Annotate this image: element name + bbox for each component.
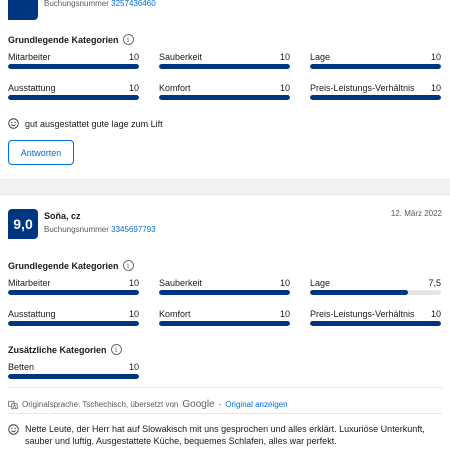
category-score: 10 bbox=[430, 52, 441, 62]
review-date: 12. März 2022 bbox=[390, 209, 442, 218]
review-comment-text: Nette Leute, der Herr hat auf Slowakisch mit uns gesprochen und alles erklärt. Luxuriöse Unterkunft, sauber und luftig. Ausgestattete Küche, bequemes Schlafen, alles war perfekt. bbox=[25, 424, 425, 447]
score-bar bbox=[8, 374, 139, 379]
info-icon[interactable]: i bbox=[123, 260, 134, 271]
category-score: 10 bbox=[128, 52, 139, 62]
score-bar-fill bbox=[8, 290, 139, 295]
score-bar-fill bbox=[159, 290, 290, 295]
booking-number-line bbox=[44, 225, 156, 234]
score-bar-fill bbox=[310, 321, 441, 326]
extra-categories-title bbox=[8, 344, 122, 355]
score-bar-fill bbox=[310, 290, 408, 295]
score-bar bbox=[159, 64, 290, 69]
reviewer-name: Soňa, cz bbox=[44, 211, 81, 221]
basic-categories-title bbox=[8, 34, 134, 45]
category-score: 10 bbox=[279, 52, 290, 62]
section-title-text: Grundlegende Kategorien bbox=[8, 34, 119, 45]
booking-number-link[interactable]: 3257436460 bbox=[111, 0, 156, 8]
score-bar-fill bbox=[159, 64, 290, 69]
translate-icon bbox=[8, 400, 18, 410]
score-bar bbox=[159, 290, 290, 295]
category-score: 10 bbox=[430, 83, 441, 93]
score-bar-fill bbox=[159, 321, 290, 326]
category-score: 10 bbox=[128, 309, 139, 319]
score-bar bbox=[310, 64, 441, 69]
score-bar bbox=[8, 321, 139, 326]
score-bar bbox=[159, 95, 290, 100]
category-score: 10 bbox=[279, 278, 290, 288]
review-divider bbox=[0, 179, 450, 195]
category-label: Preis-Leistungs-Verhältnis bbox=[310, 83, 415, 93]
info-icon[interactable]: i bbox=[123, 34, 134, 45]
category-score: 10 bbox=[430, 309, 441, 319]
category-score: 10 bbox=[128, 278, 139, 288]
category-mitarbeiter bbox=[8, 278, 139, 288]
category-label: Komfort bbox=[159, 83, 191, 93]
category-label: Preis-Leistungs-Verhältnis bbox=[310, 309, 415, 319]
translation-prefix: Originalsprache: Tschechisch, übersetzt von bbox=[22, 400, 179, 409]
booking-label: Buchungsnummer bbox=[44, 225, 109, 234]
category-sauberkeit bbox=[159, 52, 290, 62]
divider-line bbox=[8, 413, 442, 414]
score-bar bbox=[8, 290, 139, 295]
category-label: Mitarbeiter bbox=[8, 52, 51, 62]
score-bar-fill bbox=[310, 64, 441, 69]
category-ausstattung bbox=[8, 309, 139, 319]
category-mitarbeiter bbox=[8, 52, 139, 62]
category-label: Betten bbox=[8, 362, 35, 372]
category-betten bbox=[8, 362, 139, 372]
booking-number-line bbox=[44, 0, 156, 8]
score-badge: 9,0 bbox=[8, 209, 38, 239]
category-lage bbox=[310, 52, 441, 62]
translation-note bbox=[8, 399, 288, 410]
booking-label: Buchungsnummer bbox=[44, 0, 109, 8]
category-label: Mitarbeiter bbox=[8, 278, 51, 288]
category-label: Ausstattung bbox=[8, 309, 56, 319]
score-bar-fill bbox=[8, 321, 139, 326]
category-komfort bbox=[159, 83, 290, 93]
category-preis-leistungs-verhältnis bbox=[310, 83, 441, 93]
category-score: 10 bbox=[128, 362, 139, 372]
score-bar bbox=[310, 95, 441, 100]
category-score: 10 bbox=[279, 83, 290, 93]
smile-icon bbox=[8, 118, 19, 129]
category-score: 10 bbox=[279, 309, 290, 319]
category-label: Sauberkeit bbox=[159, 278, 203, 288]
category-lage bbox=[310, 278, 441, 288]
score-bar bbox=[8, 95, 139, 100]
category-score: 10 bbox=[128, 83, 139, 93]
category-preis-leistungs-verhältnis bbox=[310, 309, 441, 319]
review-comment bbox=[8, 118, 163, 130]
category-label: Lage bbox=[310, 52, 331, 62]
score-bar-fill bbox=[310, 95, 441, 100]
section-title-text: Grundlegende Kategorien bbox=[8, 260, 119, 271]
divider-line bbox=[8, 387, 442, 388]
review-comment-text: gut ausgestattet gute lage zum Lift bbox=[25, 119, 163, 129]
category-komfort bbox=[159, 309, 290, 319]
section-title-text: Zusätzliche Kategorien bbox=[8, 344, 107, 355]
category-score: 7,5 bbox=[428, 278, 441, 288]
category-label: Ausstattung bbox=[8, 83, 56, 93]
score-badge bbox=[8, 0, 38, 20]
reply-button[interactable]: Antworten bbox=[8, 140, 74, 165]
show-original-link[interactable]: Original anzeigen bbox=[225, 400, 288, 409]
score-bar-fill bbox=[8, 374, 139, 379]
translation-separator: - bbox=[218, 400, 222, 409]
booking-number-link[interactable]: 3345697793 bbox=[111, 225, 156, 234]
smile-icon bbox=[8, 424, 19, 435]
score-bar bbox=[310, 290, 441, 295]
category-label: Komfort bbox=[159, 309, 191, 319]
review-comment bbox=[8, 423, 442, 447]
category-ausstattung bbox=[8, 83, 139, 93]
score-bar-fill bbox=[8, 64, 139, 69]
category-sauberkeit bbox=[159, 278, 290, 288]
score-bar bbox=[159, 321, 290, 326]
info-icon[interactable]: i bbox=[111, 344, 122, 355]
basic-categories-title bbox=[8, 260, 134, 271]
score-bar bbox=[310, 321, 441, 326]
category-label: Lage bbox=[310, 278, 331, 288]
score-bar bbox=[8, 64, 139, 69]
score-bar-fill bbox=[8, 95, 139, 100]
category-label: Sauberkeit bbox=[159, 52, 203, 62]
score-bar-fill bbox=[159, 95, 290, 100]
google-logo: Google bbox=[182, 399, 215, 410]
